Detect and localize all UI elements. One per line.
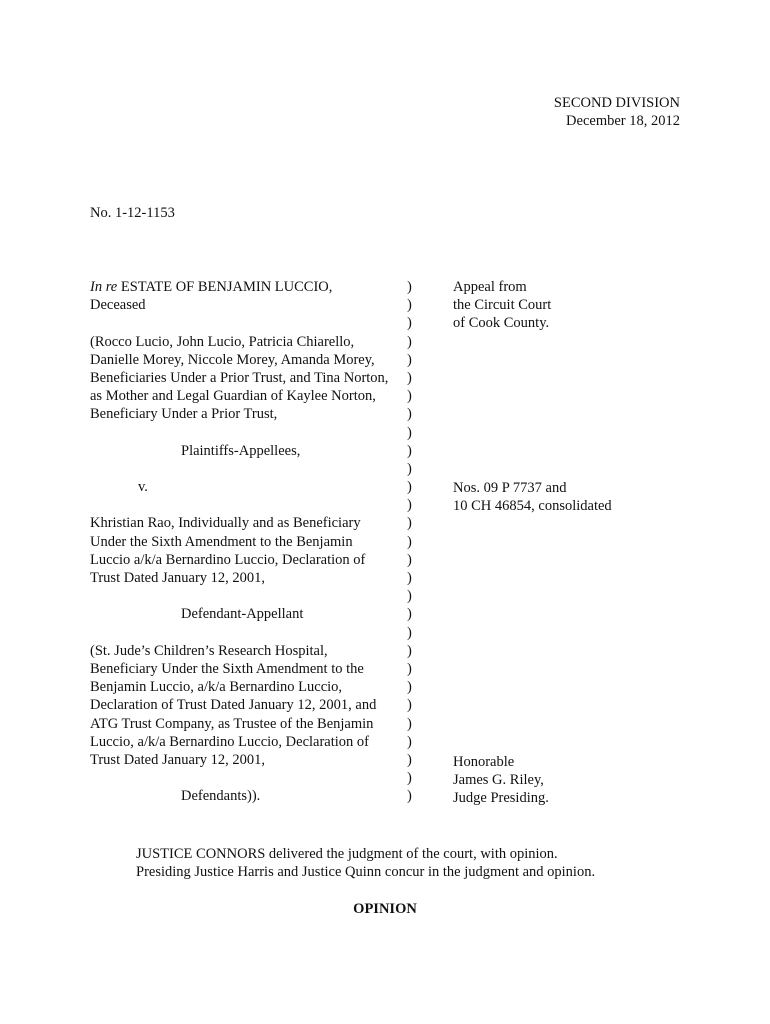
caption-line: Declaration of Trust Dated January 12, 2001, and: [90, 697, 377, 714]
caption-paren: ): [407, 388, 412, 405]
caption-paren: ): [407, 497, 412, 514]
case-caption: [90, 278, 412, 805]
caption-line: Khristian Rao, Individually and as Beneficiary: [90, 515, 361, 532]
caption-paren: ): [407, 333, 412, 350]
caption-paren: ): [407, 770, 412, 787]
caption-paren: ): [407, 715, 412, 732]
caption-line: (St. Jude’s Children’s Research Hospital,: [90, 642, 328, 659]
caption-line: Benjamin Luccio, a/k/a Bernardino Luccio,: [90, 679, 343, 696]
caption-paren: ): [407, 588, 412, 605]
caption-line: (Rocco Lucio, John Lucio, Patricia Chiarello,: [90, 333, 355, 350]
caption-line: ATG Trust Company, as Trustee of the Benjamin: [90, 715, 374, 732]
caption-paren: ): [407, 315, 412, 332]
caption-line: Under the Sixth Amendment to the Benjamin: [90, 533, 353, 550]
caption-line: Beneficiary Under a Prior Trust,: [90, 406, 278, 423]
caption-paren: ): [407, 424, 412, 441]
caption-paren: ): [407, 551, 412, 568]
caption-paren: ): [407, 351, 412, 368]
caption-paren: ): [407, 369, 412, 386]
division-header: [554, 94, 680, 130]
caption-paren: ): [407, 570, 412, 586]
caption-line: Danielle Morey, Niccole Morey, Amanda Morey,: [90, 351, 375, 368]
caption-paren: ): [407, 279, 412, 295]
caption-paren: ): [407, 479, 412, 496]
division-label: SECOND DIVISION: [553, 95, 680, 111]
opinion-heading: OPINION: [353, 901, 417, 917]
caption-line: Deceased: [90, 297, 146, 314]
in-re-prefix: In re: [90, 279, 118, 295]
caption-line: In re ESTATE OF BENJAMIN LUCCIO,: [90, 279, 333, 295]
authorship-statement: JUSTICE CONNORS delivered the judgment of the court, with opinion. Presiding Justice Harris and Justice Quinn concur in the judgment and opinion.: [136, 846, 596, 881]
presiding-judge: Honorable James G. Riley, Judge Presiding.: [453, 754, 549, 807]
caption-paren: ): [407, 660, 412, 677]
caption-paren: ): [407, 788, 412, 805]
caption-line: Trust Dated January 12, 2001,: [90, 570, 266, 586]
caption-paren: ): [407, 642, 412, 659]
caption-paren: ): [407, 515, 412, 532]
party-role-defendant-appellant: Defendant-Appellant: [181, 606, 304, 623]
caption-paren: ): [407, 606, 412, 623]
caption-bracket-column: [407, 278, 419, 805]
party-role-plaintiffs: Plaintiffs-Appellees,: [181, 442, 301, 459]
appeal-origin: Appeal from the Circuit Court of Cook County.: [453, 279, 552, 332]
caption-line: Beneficiaries Under a Prior Trust, and Tina Norton,: [90, 369, 389, 386]
caption-paren: ): [407, 624, 412, 641]
versus-label: v.: [138, 479, 148, 496]
filing-date: December 18, 2012: [566, 113, 680, 130]
caption-line: Trust Dated January 12, 2001,: [90, 751, 266, 768]
party-role-defendants: Defendants)).: [181, 788, 261, 805]
trial-case-numbers: Nos. 09 P 7737 and 10 CH 46854, consolidated: [453, 480, 612, 515]
docket-number: No. 1-12-1153: [90, 205, 175, 221]
caption-paren: ): [407, 733, 412, 750]
caption-line: Beneficiary Under the Sixth Amendment to the: [90, 660, 364, 677]
caption-paren: ): [407, 442, 412, 459]
caption-paren: ): [407, 533, 412, 550]
caption-paren: ): [407, 460, 412, 477]
caption-paren: ): [407, 697, 412, 714]
caption-line: Luccio a/k/a Bernardino Luccio, Declaration of: [90, 551, 366, 568]
caption-paren: ): [407, 297, 412, 314]
caption-paren: ): [407, 406, 412, 423]
caption-paren: ): [407, 751, 412, 768]
caption-line: Luccio, a/k/a Bernardino Luccio, Declaration of: [90, 733, 370, 750]
caption-line: as Mother and Legal Guardian of Kaylee Norton,: [90, 388, 376, 405]
caption-paren: ): [407, 679, 412, 696]
